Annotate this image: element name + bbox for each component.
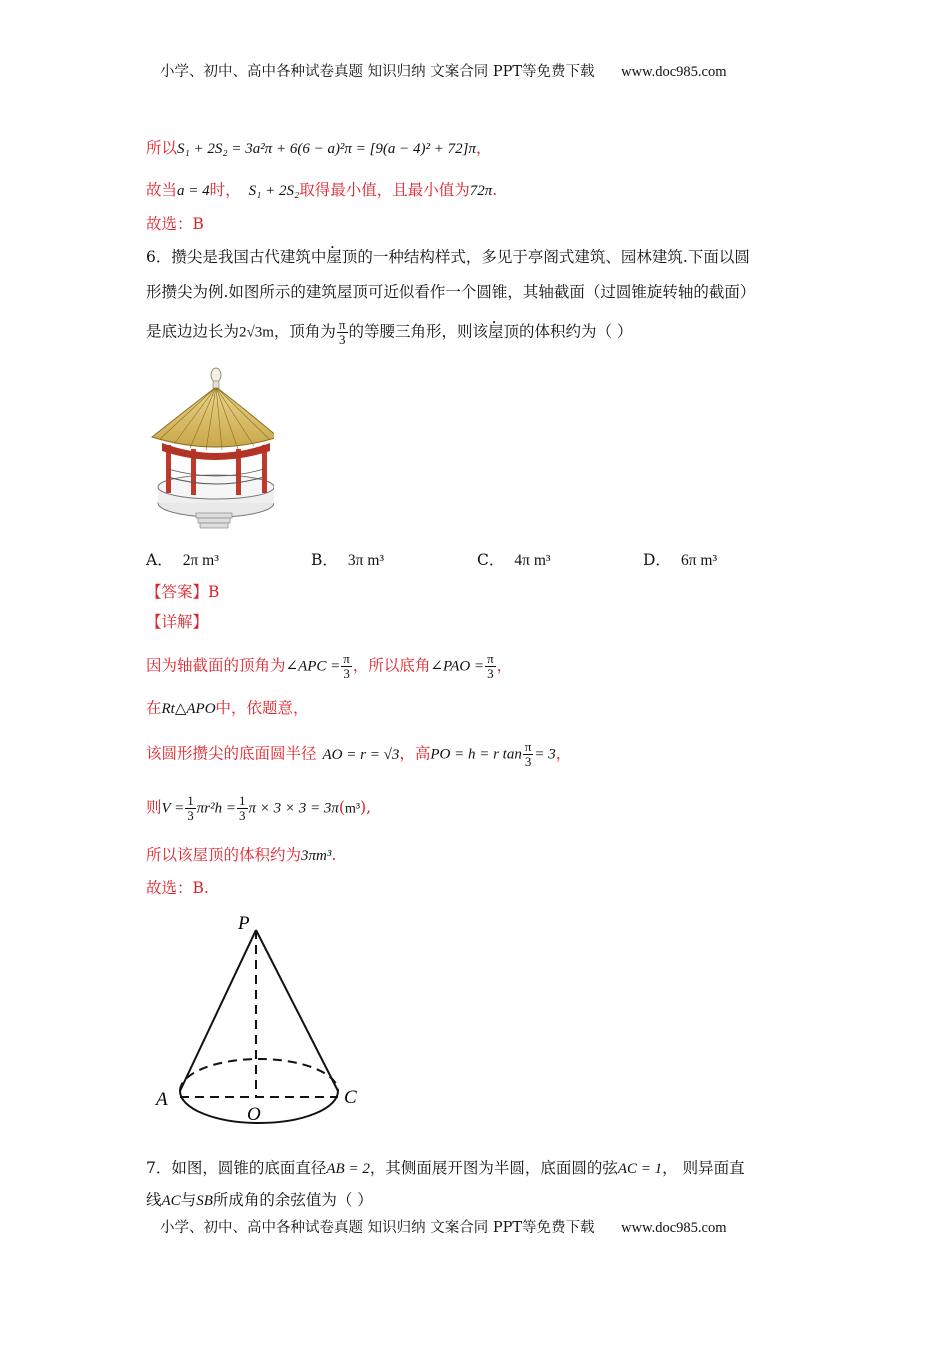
s4-frac2-den: 3 bbox=[239, 808, 246, 823]
s1-frac-2 bbox=[485, 652, 496, 681]
cone-left-slant bbox=[180, 930, 256, 1091]
q7-f4: SB bbox=[196, 1193, 213, 1209]
page-header bbox=[160, 60, 727, 81]
s3-frac bbox=[523, 740, 534, 769]
s4-frac2-num: 1 bbox=[239, 793, 246, 808]
s4-frac1-num: 1 bbox=[187, 793, 194, 808]
s1-f2: ∠PAO = bbox=[430, 658, 485, 675]
q6-text-b: 的一种结构样式，多见于亭阁式建筑、园林建筑.下面以圆 bbox=[357, 248, 750, 266]
q6-angle-den: 3 bbox=[338, 332, 346, 347]
s1-f1: ∠APC = bbox=[285, 658, 341, 675]
s1-frac2-den: 3 bbox=[487, 666, 494, 681]
q7-f1: AB = 2 bbox=[326, 1161, 370, 1177]
s1-a: 因为轴截面的顶角为 bbox=[146, 656, 286, 675]
q6-solution-2 bbox=[146, 698, 309, 719]
s3-b: ，高 bbox=[399, 744, 431, 763]
q6-option-b[interactable] bbox=[311, 548, 384, 570]
cone-diagram bbox=[150, 905, 370, 1135]
q6-option-a[interactable] bbox=[146, 548, 219, 570]
prev-line2-prefix: 故当 bbox=[146, 181, 178, 199]
s3-frac-num: π bbox=[524, 739, 532, 754]
s1-frac1-num: π bbox=[343, 651, 350, 666]
s4-frac1-den: 3 bbox=[187, 808, 194, 823]
q6-text-a: 攒尖是我国古代建筑中 bbox=[171, 248, 327, 266]
q6-line-3 bbox=[146, 318, 632, 347]
page-footer bbox=[160, 1216, 727, 1237]
q7-line-2 bbox=[146, 1190, 373, 1211]
prev-line1-formula: S₁ + 2S₂ = 3a²π + 6(6 − a)²π = [9(a − 4)² + 72]π bbox=[177, 141, 476, 157]
option-c-label: C． bbox=[477, 551, 505, 569]
q7-text-a: 如图，圆锥的底面直径 bbox=[171, 1159, 327, 1177]
q6-roof-emphasis-2: 屋顶 bbox=[488, 322, 520, 341]
s1-b: ，所以底角 bbox=[352, 656, 431, 675]
s3-f3: = 3 bbox=[534, 746, 556, 763]
cone-base-back bbox=[180, 1059, 338, 1091]
q7-text-c: ， 则异面直 bbox=[662, 1159, 745, 1177]
q6-conclusion: 故选：B. bbox=[146, 879, 209, 897]
prev-answer: 故选：B bbox=[146, 215, 204, 233]
prev-line1-prefix: 所以 bbox=[146, 139, 178, 157]
q6-angle-num: π bbox=[338, 317, 346, 332]
q6-roof-emphasis: 屋顶 bbox=[326, 248, 358, 266]
label-o: O bbox=[247, 1104, 261, 1125]
q6-answer: 【答案】B bbox=[146, 583, 220, 601]
q7-line2-b: 与 bbox=[180, 1191, 197, 1209]
s4-f1: V = bbox=[161, 800, 185, 817]
q6-line3-c: 的等腰三角形，则该 bbox=[348, 322, 489, 341]
q7-number: 7． bbox=[146, 1159, 172, 1177]
s4-f2: πr²h = bbox=[196, 800, 237, 817]
prev-line2-mid: 时， bbox=[209, 181, 241, 199]
header-text: 小学、初中、高中各种试卷真题 知识归纳 文案合同 PPT等免费下载 bbox=[160, 64, 595, 80]
q6-line-2: 形攒尖为例.如图所示的建筑屋顶可近似看作一个圆锥，其轴截面（过圆锥旋转轴的截面） bbox=[146, 283, 756, 301]
s2-f: Rt△APO bbox=[161, 701, 216, 717]
q6-solution-3: 该圆形攒尖的底面圆半径 AO = r = √3，高PO = h = r tan $\frac{\pi}{3}$ = 3， bbox=[146, 739, 572, 769]
footer-text: 小学、初中、高中各种试卷真题 知识归纳 文案合同 PPT等免费下载 bbox=[160, 1220, 595, 1236]
s5-a: 所以该屋顶的体积约为 bbox=[146, 846, 302, 864]
q6-line3-d: 的体积约为（ ） bbox=[519, 322, 633, 341]
label-c: C bbox=[344, 1087, 357, 1108]
s4-frac-1 bbox=[185, 794, 196, 823]
s3-frac-den: 3 bbox=[524, 754, 532, 769]
q7-text-b: ，其侧面展开图为半圆，底面圆的弦 bbox=[369, 1159, 618, 1177]
q6-detail-label: 【详解】 bbox=[146, 613, 209, 631]
q6-line3-a: 是底边边长为 bbox=[146, 322, 240, 341]
q6-number: 6． bbox=[146, 248, 172, 266]
prev-line-2: 故当a = 4时， S₁ + 2S₂取得最小值，且最小值为72π. bbox=[146, 181, 498, 199]
q6-line3-b: ，顶角为 bbox=[273, 322, 336, 341]
option-a-value: 2π m³ bbox=[182, 552, 219, 569]
s3-f1: AO = r = √3 bbox=[322, 746, 400, 763]
prev-line2-expr: S₁ + 2S₂ bbox=[248, 183, 300, 199]
prev-line-1: 所以S₁ + 2S₂ = 3a²π + 6(6 − a)²π = [9(a − 4)² + 72]π， bbox=[146, 139, 492, 157]
q6-option-d[interactable] bbox=[643, 548, 717, 570]
q7-f3: AC bbox=[161, 1193, 181, 1209]
q6-solution-4: 则V = $\frac{1}{3}$ πr²h = $\frac{1}{3}$ π × 3 × 3 = 3π(m³), bbox=[146, 793, 372, 823]
q7-f2: AC = 1 bbox=[617, 1161, 663, 1177]
header-url[interactable]: www.doc985.com bbox=[621, 64, 727, 80]
option-b-value: 3π m³ bbox=[347, 552, 385, 569]
option-c-value: 4π m³ bbox=[514, 552, 551, 569]
s2-b: 中，依题意， bbox=[215, 699, 309, 717]
option-d-value: 6π m³ bbox=[680, 552, 718, 569]
label-a: A bbox=[156, 1089, 168, 1110]
cone-right-slant bbox=[256, 930, 338, 1091]
s1-frac2-num: π bbox=[487, 651, 494, 666]
prev-line2-value: 72π bbox=[469, 183, 493, 199]
s5-f: 3πm³ bbox=[301, 848, 332, 864]
q6-angle-fraction bbox=[337, 318, 348, 347]
q6-solution-1: 因为轴截面的顶角为∠APC = $\frac{\pi}{3}$ ，所以底角∠PAO = $\frac{\pi}{3}$ ， bbox=[146, 651, 513, 681]
q7-line2-c: 所成角的余弦值为（ ） bbox=[212, 1191, 373, 1209]
q6-side-length: 2√3m bbox=[239, 324, 274, 341]
q6-line-1 bbox=[146, 247, 750, 267]
s1-frac-1 bbox=[341, 652, 352, 681]
option-a-label: A． bbox=[146, 551, 173, 569]
q6-option-c[interactable] bbox=[477, 548, 551, 570]
prev-line2-text: 取得最小值，且最小值为 bbox=[299, 181, 470, 199]
q6-solution-5: 所以该屋顶的体积约为3πm³. bbox=[146, 846, 337, 864]
s4-frac-2 bbox=[237, 794, 248, 823]
s4-a: 则 bbox=[146, 798, 162, 817]
label-p: P bbox=[238, 913, 250, 934]
option-b-label: B． bbox=[311, 551, 338, 569]
prev-line2-cond: a = 4 bbox=[177, 183, 210, 199]
footer-url[interactable]: www.doc985.com bbox=[621, 1220, 727, 1236]
pavilion-image bbox=[146, 365, 274, 535]
s3-f2: PO = h = r tan bbox=[430, 746, 522, 763]
s3-a: 该圆形攒尖的底面圆半径 bbox=[146, 744, 317, 763]
q7-line-1 bbox=[146, 1158, 745, 1179]
s4-f3: π × 3 × 3 = 3π bbox=[248, 800, 339, 817]
s1-frac1-den: 3 bbox=[343, 666, 350, 681]
s4-unit: m³ bbox=[344, 801, 361, 817]
s2-a: 在 bbox=[146, 699, 162, 717]
option-d-label: D． bbox=[643, 551, 671, 569]
q7-line2-a: 线 bbox=[146, 1191, 162, 1209]
